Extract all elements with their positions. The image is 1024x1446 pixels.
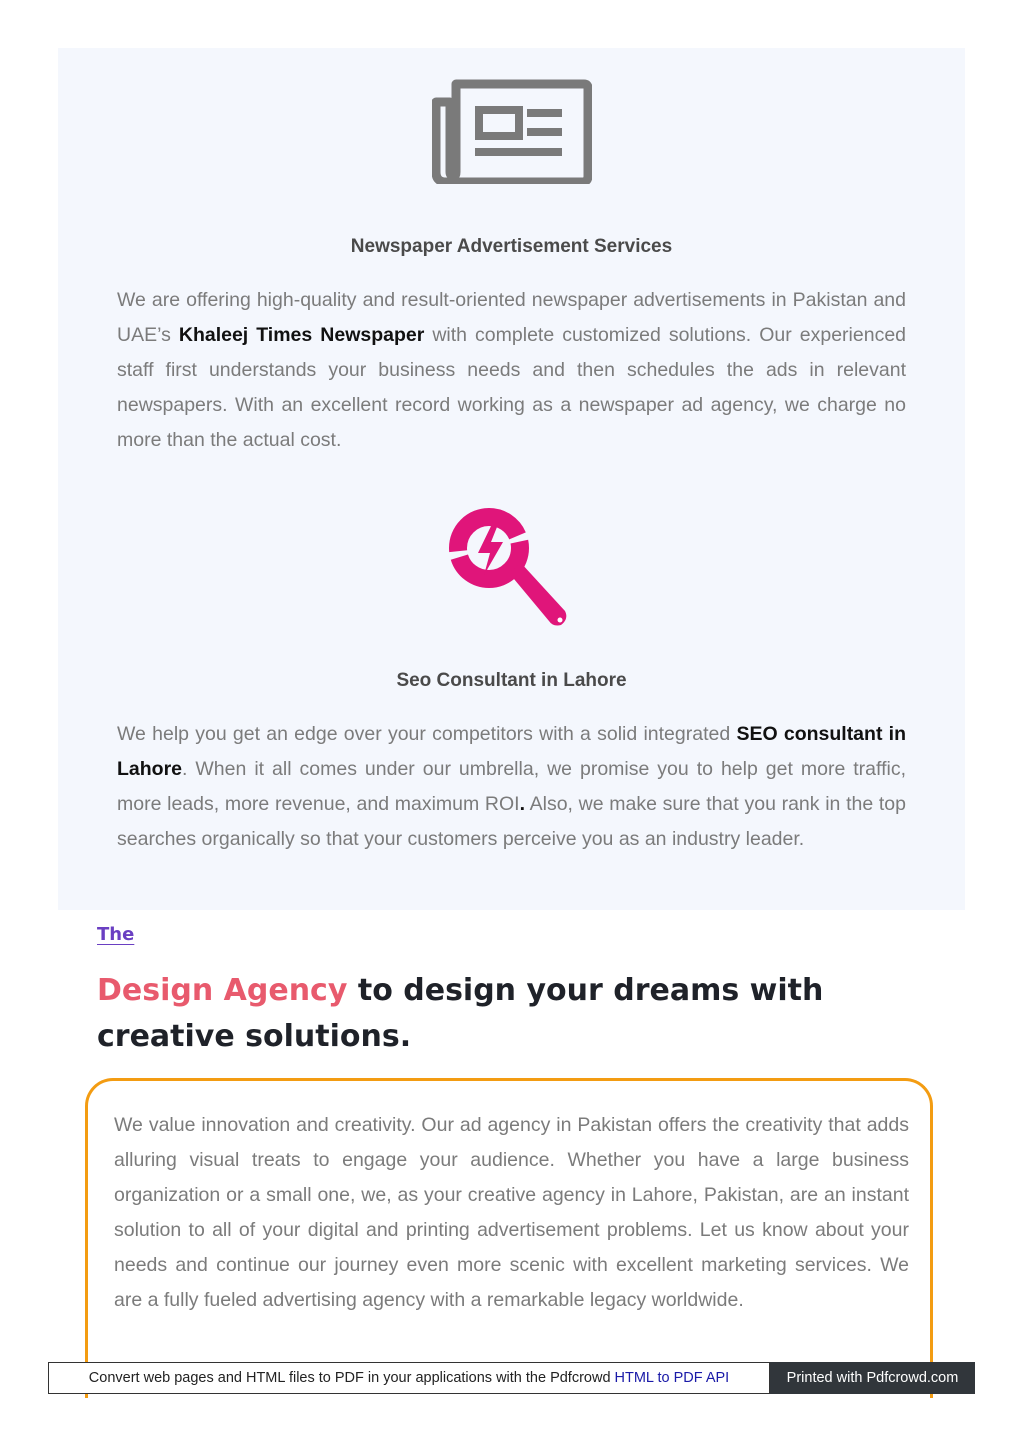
service-title: Newspaper Advertisement Services <box>350 236 673 257</box>
bold-keyword: SEO consultant in Lahore <box>117 723 906 780</box>
pdf-footer-bar <box>48 1362 975 1394</box>
service-title: Seo Consultant in Lahore <box>396 670 627 691</box>
bold-keyword: Khaleej Times Newspaper <box>178 324 425 346</box>
seo-search-icon <box>58 503 965 633</box>
service-description: We are offering high-quality and result-oriented newspaper advertisements in Pakistan and UAE’s Khaleej Times Newspaper with complete customized solutions. Our experienced staff first understands your business needs and then schedules the ads in relevant newspapers. With an excellent record working as a newspaper ad agency, we charge no more than the actual cost. <box>117 289 907 451</box>
html-to-pdf-link[interactable]: HTML to PDF API <box>614 1370 730 1386</box>
footer-notice: Convert web pages and HTML files to PDF in your applications with the Pdfcrowd HTML to PDF API <box>48 1362 770 1394</box>
printed-with-badge[interactable]: Printed with Pdfcrowd.com <box>770 1362 975 1394</box>
section-headline: Design Agency to design your dreams with creative solutions. <box>97 973 824 1054</box>
service-description: We help you get an edge over your competitors with a solid integrated SEO consultant in Lahore. When it all comes under our umbrella, we promise you to help get more traffic, more leads, more revenue, and maximum ROI. Also, we make sure that you rank in the top searches organically so that your customers perceive you as an industry leader. <box>117 723 906 850</box>
section-eyebrow: The <box>97 924 135 945</box>
about-description: We value innovation and creativity. Our ad agency in Pakistan offers the creativity that adds alluring visual treats to engage your audience. Whether you have a large business organization or a small one, we, as your creative agency in Lahore, Pakistan, are an instant solution to all of your digital and printing advertisement problems. Let us know about your needs and continue our journey even more scenic with excellent marketing services. We are a fully fueled advertising agency with a remarkable legacy worldwide. <box>114 1114 909 1311</box>
newspaper-icon <box>58 78 965 184</box>
services-panel <box>58 48 965 910</box>
headline-accent: Design Agency <box>97 973 348 1008</box>
